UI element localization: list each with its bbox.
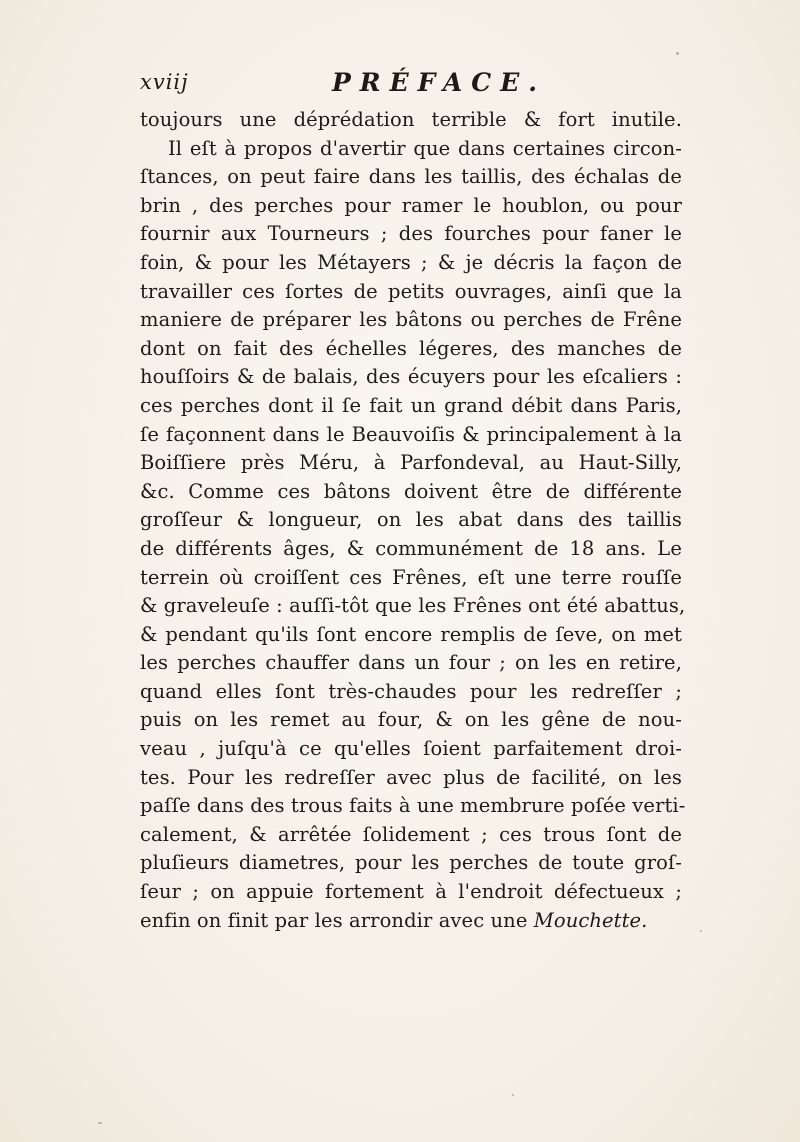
text-line: ſtances, on peut faire dans les taillis, des échalas de [140,165,682,189]
paper-speck [512,1094,514,1096]
text-line: quand elles ſont très-chaudes pour les redreſſer ; [140,679,682,703]
text-line: & pendant qu'ils ſont encore remplis de ſeve, on met [140,622,682,646]
running-head: PRÉFACE. [332,68,546,97]
text-line: &c. Comme ces bâtons doivent être de différente [140,479,682,503]
text-line: groſſeur & longueur, on les abat dans des taillis [140,508,682,532]
text-line: calement, & arrêtée ſolidement ; ces trous ſont de [140,822,682,846]
text-line: veau , juſqu'à ce qu'elles ſoient parfaitement droi- [140,737,682,761]
page-number: xviij [140,70,189,94]
last-line-roman: enfin on finit par les arrondir avec une [140,908,528,932]
text-line: ces perches dont il ſe fait un grand débit dans Paris, [140,393,682,417]
page-header [140,68,680,104]
text-line: & graveleuſe : auſſi-tôt que les Frênes ont été abattus, [140,594,686,618]
text-line: terrein où croiſſent ces Frênes, eſt une terre rouſſe [140,565,682,589]
text-line: puis on les remet au four, & on les gêne de nou- [140,708,682,732]
text-line: travailler ces ſortes de petits ouvrages, ainſi que la [140,279,682,303]
text-line: dont on fait des échelles légeres, des manches de [140,336,682,360]
text-line: pluſieurs diametres, pour les perches de toute groſ- [140,851,682,875]
text-line: de différents âges, & communément de 18 ans. Le [140,536,682,560]
text-line: toujours une déprédation terrible & fort inutile. [140,108,682,131]
text-line: Boiſſiere près Méru, à Parfondeval, au Haut-Silly, [140,451,682,475]
paper-speck [98,1122,102,1124]
text-line: Il eſt à propos d'avertir que dans certaines circon- [168,136,682,160]
text-line: les perches chauffer dans un four ; on les en retire, [140,651,682,675]
text-line: ſeur ; on appuie fortement à l'endroit défectueux ; [140,880,682,904]
text-line: houſſoirs & de balais, des écuyers pour les eſcaliers : [140,365,682,389]
text-line: brin , des perches pour ramer le houblon, ou pour [140,193,682,217]
last-line-italic-word: Mouchette. [533,908,648,932]
text-line: maniere de préparer les bâtons ou perches de Frêne [140,308,682,332]
text-line-last [140,907,682,936]
text-line: paſſe dans des trous faits à une membrure poſée verti- [140,794,686,818]
text-line: fournir aux Tourneurs ; des fourches pour faner le [140,222,682,246]
text-line: foin, & pour les Métayers ; & je décris la façon de [140,250,682,274]
paper-speck [700,930,702,932]
paper-speck [676,52,679,55]
body-text [140,106,686,935]
text-line: ſe façonnent dans le Beauvoiſis & principalement à la [140,422,682,446]
text-line: tes. Pour les redreſſer avec plus de facilité, on les [140,765,682,789]
